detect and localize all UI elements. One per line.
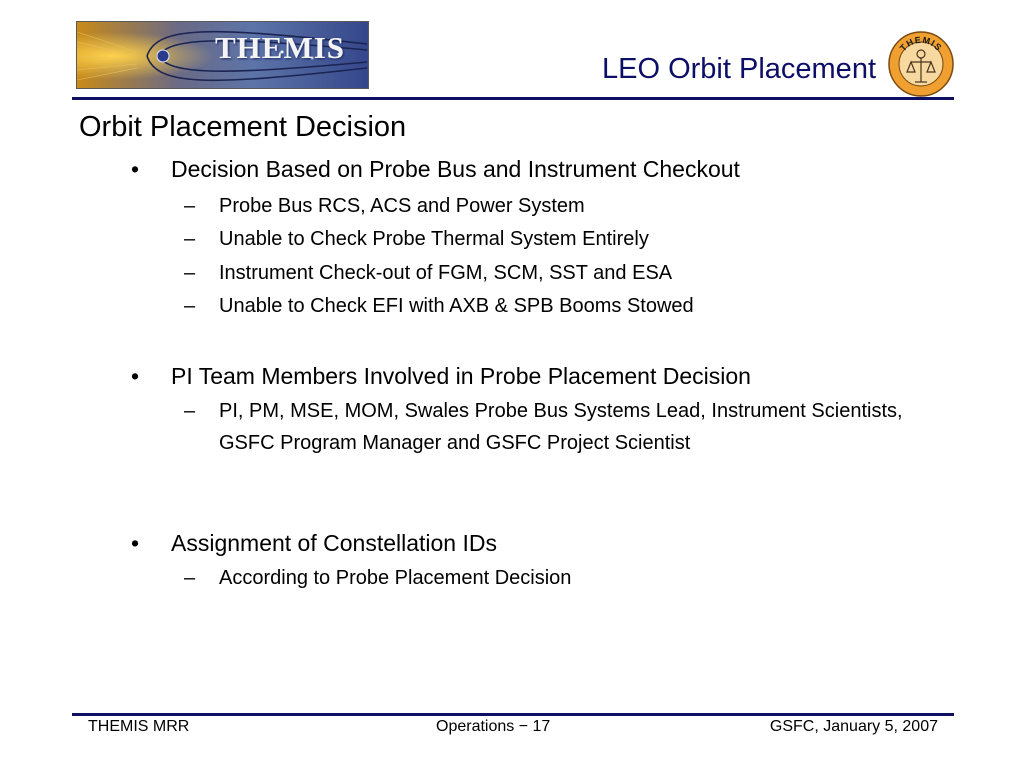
footer-divider xyxy=(72,713,954,716)
section-heading: Orbit Placement Decision xyxy=(79,111,407,143)
header-divider xyxy=(72,97,954,100)
dash-icon: – xyxy=(184,262,196,284)
themis-seal-logo xyxy=(887,30,955,98)
sub-bullet-text: Unable to Check Probe Thermal System Entirely xyxy=(219,228,649,250)
bullet-text: PI Team Members Involved in Probe Placement Decision xyxy=(171,363,751,389)
sub-bullet-text: Probe Bus RCS, ACS and Power System xyxy=(219,195,585,217)
footer-page-number: Operations − 17 xyxy=(436,718,551,735)
bullet-text: Assignment of Constellation IDs xyxy=(171,530,497,556)
themis-banner-logo xyxy=(76,21,369,89)
bullet-icon: • xyxy=(131,156,140,182)
footer-left-text: THEMIS MRR xyxy=(88,718,190,735)
dash-icon: – xyxy=(184,195,196,217)
dash-icon: – xyxy=(184,400,196,422)
sub-bullet-text: Unable to Check EFI with AXB & SPB Booms Stowed xyxy=(219,295,694,317)
sub-bullet-text: Instrument Check-out of FGM, SCM, SST and ESA xyxy=(219,262,673,284)
slide-title: LEO Orbit Placement xyxy=(602,53,876,85)
bullet-text: Decision Based on Probe Bus and Instrument Checkout xyxy=(171,156,740,182)
footer-date: GSFC, January 5, 2007 xyxy=(769,718,938,735)
dash-icon: – xyxy=(184,295,196,317)
bullet-icon: • xyxy=(131,363,140,389)
dash-icon: – xyxy=(184,567,196,589)
sub-bullet-text: According to Probe Placement Decision xyxy=(219,567,572,589)
bullet-icon: • xyxy=(131,530,140,556)
themis-logo-text: THEMIS xyxy=(215,30,346,65)
sub-bullet-text: PI, PM, MSE, MOM, Swales Probe Bus Systems Lead, Instrument Scientists, GSFC Program Manager and GSFC Project Scientist xyxy=(219,400,903,454)
seal-text: THEMIS xyxy=(897,34,945,54)
dash-icon: – xyxy=(184,228,196,250)
